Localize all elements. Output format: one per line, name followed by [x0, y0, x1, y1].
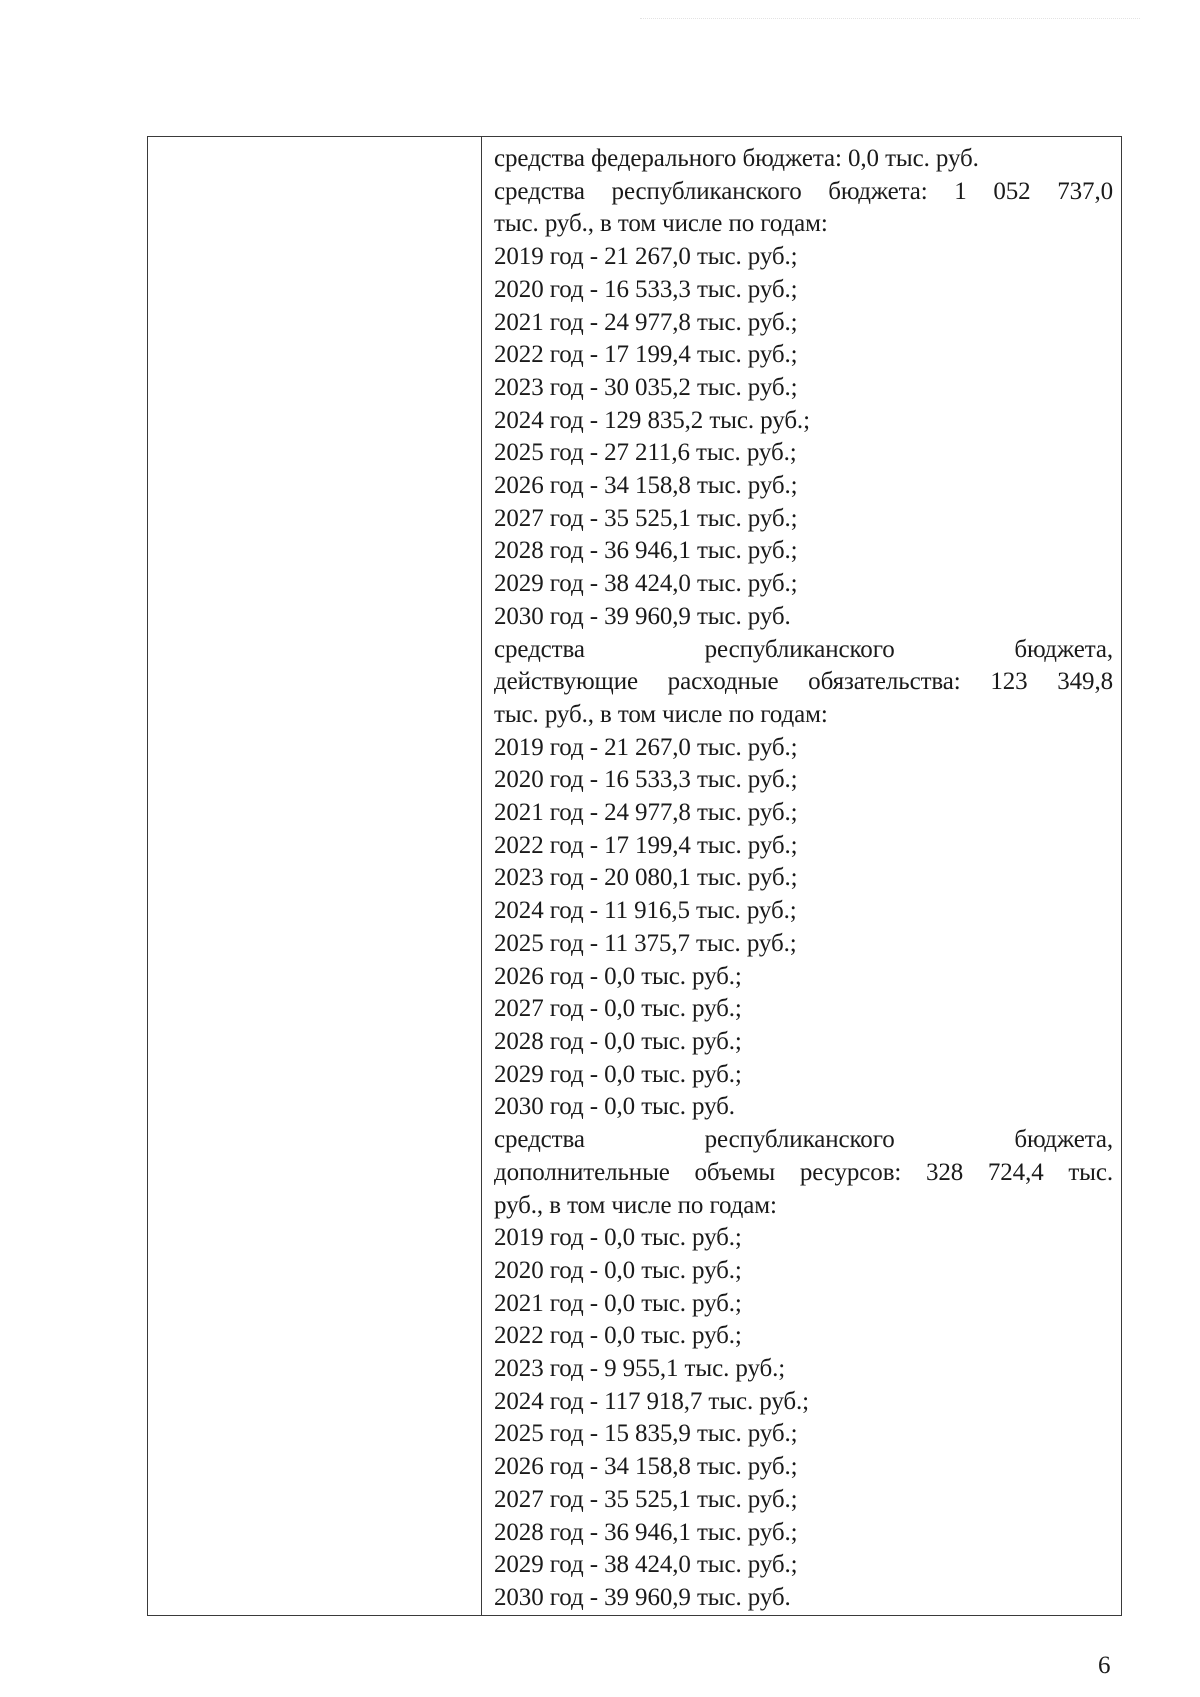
year-line: 2024 год - 117 918,7 тыс. руб.; [494, 1387, 810, 1415]
additional-resources-section [494, 1124, 1113, 1615]
year-line: 2021 год - 24 977,8 тыс. руб.; [494, 308, 798, 336]
year-line: 2025 год - 27 211,6 тыс. руб.; [494, 439, 797, 467]
year-line: 2022 год - 17 199,4 тыс. руб.; [494, 831, 798, 859]
year-line: 2030 год - 39 960,9 тыс. руб. [494, 602, 791, 630]
year-line: 2019 год - 0,0 тыс. руб.; [494, 1224, 742, 1252]
section-heading: средства республиканского бюджета, [494, 1126, 1113, 1154]
funding-table [147, 136, 1122, 1616]
section-heading-cont: руб., в том числе по годам: [494, 1191, 777, 1219]
table-row [148, 137, 1122, 1616]
year-line: 2030 год - 39 960,9 тыс. руб. [494, 1583, 791, 1611]
year-line: 2029 год - 38 424,0 тыс. руб.; [494, 570, 798, 598]
year-line: 2024 год - 11 916,5 тыс. руб.; [494, 897, 797, 925]
section-heading: средства республиканского бюджета: 1 052 737,0 [494, 177, 1113, 205]
year-line: 2019 год - 21 267,0 тыс. руб.; [494, 243, 798, 271]
page-number: 6 [1098, 1652, 1111, 1679]
year-line: 2027 год - 35 525,1 тыс. руб.; [494, 1485, 798, 1513]
scan-artifact [640, 18, 1140, 25]
year-line: 2030 год - 0,0 тыс. руб. [494, 1093, 735, 1121]
year-line: 2028 год - 0,0 тыс. руб.; [494, 1027, 742, 1055]
year-line: 2022 год - 0,0 тыс. руб.; [494, 1322, 742, 1350]
section-heading: средства республиканского бюджета, [494, 635, 1113, 663]
year-line: 2025 год - 15 835,9 тыс. руб.; [494, 1420, 798, 1448]
existing-obligations-section [494, 634, 1113, 1125]
year-line: 2026 год - 0,0 тыс. руб.; [494, 962, 742, 990]
year-line: 2027 год - 35 525,1 тыс. руб.; [494, 504, 798, 532]
year-line: 2020 год - 16 533,3 тыс. руб.; [494, 275, 798, 303]
year-line: 2026 год - 34 158,8 тыс. руб.; [494, 472, 798, 500]
year-line: 2028 год - 36 946,1 тыс. руб.; [494, 1518, 798, 1546]
republican-budget-total-section [494, 176, 1113, 634]
year-line: 2024 год - 129 835,2 тыс. руб.; [494, 406, 810, 434]
funding-details-cell [482, 137, 1122, 1616]
year-line: 2029 год - 38 424,0 тыс. руб.; [494, 1551, 798, 1579]
year-line: 2020 год - 0,0 тыс. руб.; [494, 1256, 742, 1284]
year-line: 2023 год - 9 955,1 тыс. руб.; [494, 1355, 786, 1383]
section-heading-cont: тыс. руб., в том числе по годам: [494, 210, 828, 238]
year-line: 2025 год - 11 375,7 тыс. руб.; [494, 929, 797, 957]
year-line: 2029 год - 0,0 тыс. руб.; [494, 1060, 742, 1088]
section-heading-cont: тыс. руб., в том числе по годам: [494, 700, 828, 728]
year-line: 2026 год - 34 158,8 тыс. руб.; [494, 1453, 798, 1481]
section-heading-cont: действующие расходные обязательства: 123 349,8 [494, 668, 1113, 696]
label-cell-empty [148, 137, 482, 1616]
year-line: 2021 год - 0,0 тыс. руб.; [494, 1289, 742, 1317]
section-heading-cont: дополнительные объемы ресурсов: 328 724,4 тыс. [494, 1158, 1113, 1186]
year-line: 2028 год - 36 946,1 тыс. руб.; [494, 537, 798, 565]
year-line: 2022 год - 17 199,4 тыс. руб.; [494, 341, 798, 369]
year-line: 2027 год - 0,0 тыс. руб.; [494, 995, 742, 1023]
year-line: 2023 год - 20 080,1 тыс. руб.; [494, 864, 798, 892]
year-line: 2020 год - 16 533,3 тыс. руб.; [494, 766, 798, 794]
year-line: 2021 год - 24 977,8 тыс. руб.; [494, 799, 798, 827]
year-line: 2019 год - 21 267,0 тыс. руб.; [494, 733, 798, 761]
year-line: 2023 год - 30 035,2 тыс. руб.; [494, 373, 798, 401]
federal-budget-line: средства федерального бюджета: 0,0 тыс. руб. [494, 145, 979, 172]
